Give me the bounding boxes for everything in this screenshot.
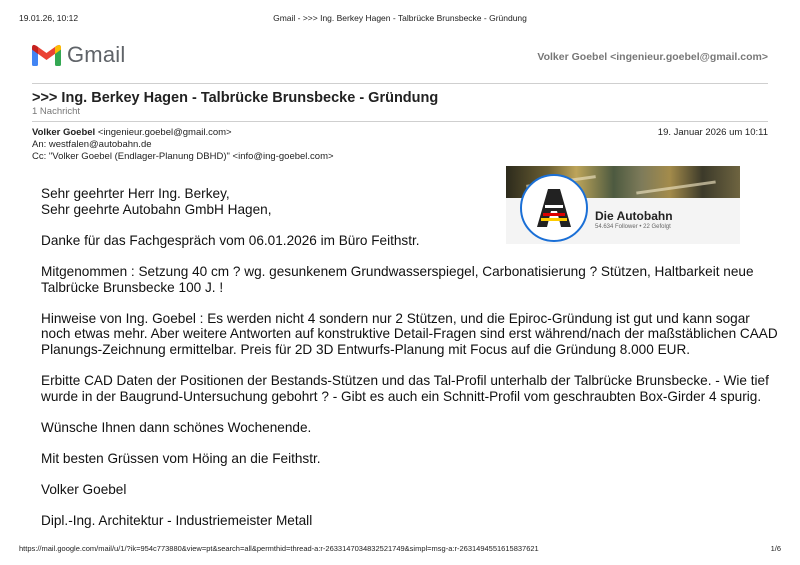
message-date: 19. Januar 2026 um 10:11	[657, 127, 768, 138]
divider	[32, 83, 768, 84]
body-paragraph: Wünsche Ihnen dann schönes Wochenende.	[41, 419, 312, 435]
page-number: 1/6	[770, 544, 781, 553]
sender-email[interactable]: <ingenieur.goebel@gmail.com>	[97, 127, 232, 138]
gmail-wordmark: Gmail	[67, 42, 126, 67]
message-count: 1 Nachricht	[32, 106, 81, 117]
gmail-header	[32, 40, 768, 70]
signature-title: Dipl.-Ing. Architektur - Industriemeister Metall	[41, 513, 313, 529]
thread-subject: >>> Ing. Berkey Hagen - Talbrücke Brunsbecke - Gründung	[32, 90, 439, 106]
message-header	[32, 127, 768, 163]
page-url: https://mail.google.com/mail/u/1/?ik=954c773880&view=pt&search=all&permthid=thread-a:r-2633147034832521749&simpl=msg-a:r-2631494551615837621	[19, 544, 539, 553]
body-paragraph: Danke für das Fachgespräch vom 06.01.2026 im Büro Feithstr.	[41, 232, 420, 248]
print-footer	[19, 544, 781, 553]
divider	[32, 121, 768, 122]
message-body	[41, 186, 781, 545]
body-paragraph: Erbitte CAD Daten der Positionen der Bestands-Stützen und das Tal-Profil unterhalb der Talbrücke Brunsbecke. - Wie tief wurde in der Baugrund-Untersuchung gebohrt ? - Gibt es auch ein Schnitt-Profil vom geschraubten Box-Girder 4 spurig.	[41, 373, 769, 404]
print-page-title: Gmail - >>> Ing. Berkey Hagen - Talbrücke Brunsbecke - Gründung	[273, 13, 527, 23]
print-datetime: 19.01.26, 10:12	[19, 13, 79, 23]
signature-name: Volker Goebel	[41, 482, 127, 498]
body-paragraph: Mit besten Grüssen vom Höing an die Feithstr.	[41, 451, 321, 467]
recipient-cc: Cc: "Volker Goebel (Endlager-Planung DBHD)" <info@ing-goebel.com>	[32, 151, 334, 162]
greeting-line: Sehr geehrter Herr Ing. Berkey,	[41, 186, 230, 201]
greeting-line: Sehr geehrte Autobahn GmbH Hagen,	[41, 201, 272, 217]
gmail-m-icon	[32, 44, 61, 66]
profile-name: Die Autobahn	[595, 209, 673, 223]
body-paragraph: Hinweise von Ing. Goebel : Es werden nicht 4 sondern nur 2 Stützen, und die Epiroc-Gründung ist gut und kann sogar noch etwas mehr. Aber weitere Antworten auf konstruktive Detail-Fragen sind erst während/nach der maßstäblichen CAAD Planungs-Zeichnung ermittelbar. Preis für 2D 3D Entwurfs-Planung mit Focus auf die Gründung 8.000 EUR.	[41, 310, 778, 357]
body-paragraph: Mitgenommen : Setzung 40 cm ? wg. gesunkenem Grundwasserspiegel, Carbonatisierung ? Stützen, Haltbarkeit neue Talbrücke Brunsbecke 100 J. !	[41, 263, 754, 295]
gmail-logo[interactable]	[32, 42, 125, 68]
account-email: Volker Goebel <ingenieur.goebel@gmail.com>	[537, 51, 768, 63]
sender-name: Volker Goebel	[32, 127, 96, 138]
recipient-to: An: westfalen@autobahn.de	[32, 139, 152, 150]
print-header	[19, 13, 781, 25]
profile-stats: 54.634 Follower • 22 Gefolgt	[595, 224, 671, 230]
